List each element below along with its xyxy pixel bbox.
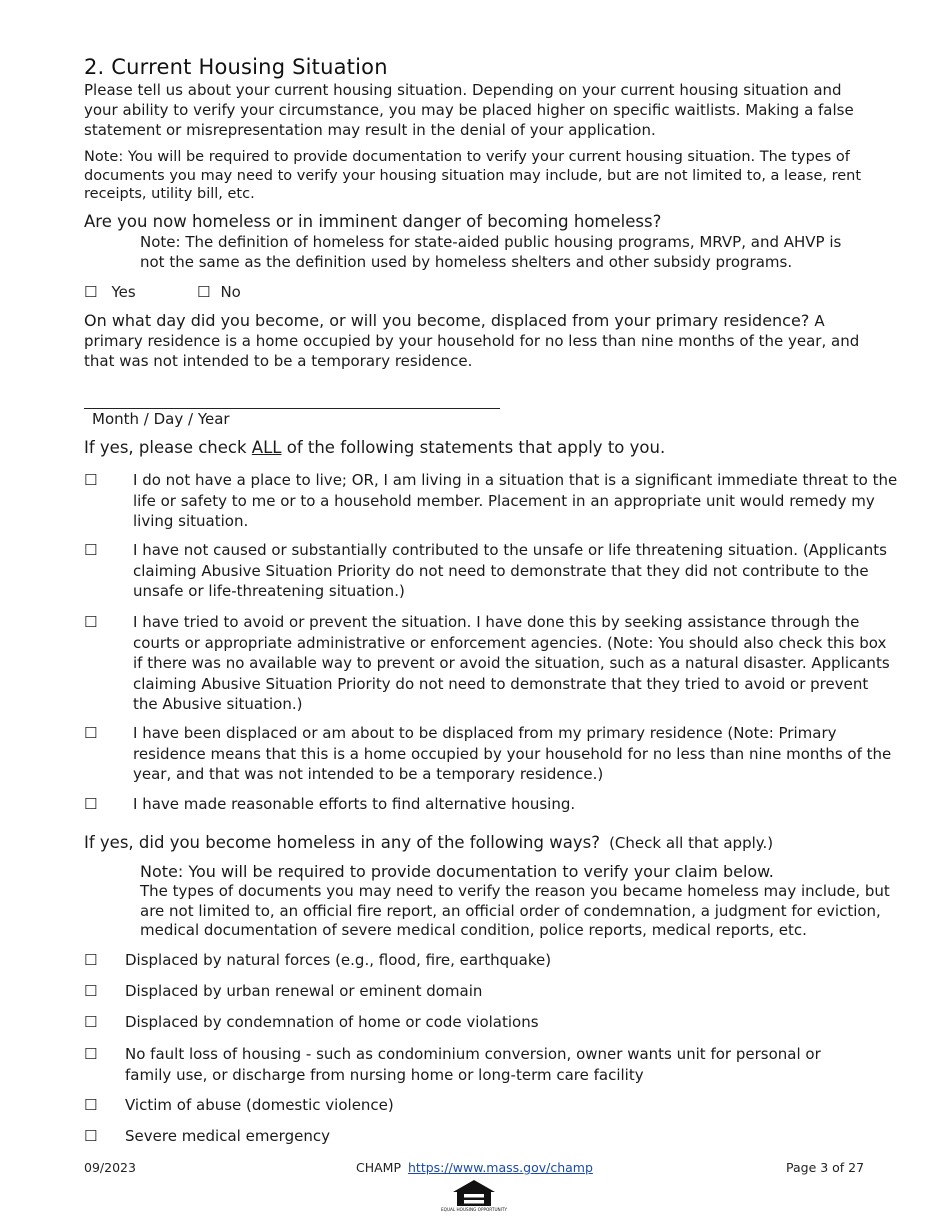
primary-residence-explanation: A primary residence is a home occupied by your household for no less than nine months of the year, and that was not intended to be a temporary residence. [84, 312, 860, 370]
statement-text-1: I do not have a place to live; OR, I am living in a situation that is a significant immediate threat to the life or safety to me or to a household member. Placement in an appropriate unit would remedy my living situation. [133, 471, 898, 530]
ways-question: If yes, did you become homeless in any of the following ways? [84, 833, 600, 852]
ways-note-title: Note: You will be required to provide documentation to verify your claim below. [140, 862, 774, 881]
ways-hint: (Check all that apply.) [609, 834, 774, 852]
no-option[interactable] [197, 282, 241, 302]
statements-lead [84, 438, 665, 457]
way-checkbox-5[interactable]: ☐ [84, 1096, 98, 1114]
way-checkbox-4[interactable]: ☐ [84, 1045, 98, 1063]
statements-lead-all: ALL [251, 438, 282, 457]
statement-checkbox-4[interactable]: ☐ [84, 724, 98, 742]
equal-housing-logo [441, 1178, 507, 1218]
footer-date: 09/2023 [84, 1160, 136, 1175]
homeless-definition-note: Note: The definition of homeless for state-aided public housing programs, MRVP, and AHVP is not the same as the definition used by homeless shelters and other subsidy programs. [140, 233, 842, 271]
footer-champ-link[interactable]: https://www.mass.gov/champ [408, 1160, 593, 1175]
statement-checkbox-1[interactable]: ☐ [84, 471, 98, 489]
yes-option[interactable] [84, 282, 136, 302]
yes-label: Yes [111, 283, 136, 301]
statement-text-5: I have made reasonable efforts to find alternative housing. [133, 795, 576, 813]
ways-note-body: The types of documents you may need to verify the reason you became homeless may include, but are not limited to, an official fire report, an official order of condemnation, a judgment for eviction, medical documentation of severe medical condition, police reports, medical reports, etc. [140, 882, 890, 939]
yes-checkbox[interactable]: ☐ [84, 283, 98, 301]
homeless-question: Are you now homeless or in imminent danger of becoming homeless? [84, 212, 662, 231]
statement-text-3: I have tried to avoid or prevent the situation. I have done this by seeking assistance through the courts or appropriate administrative or enforcement agencies. (Note: You should also check this box if there was no available way to prevent or avoid the situation, such as a natural disaster. Applicants claiming Abusive Situation Priority do not need to demonstrate that they tried to avoid or prevent the Abusive situation.) [133, 613, 890, 713]
date-question: On what day did you become, or will you become, displaced from your primary residence? [84, 311, 810, 330]
way-text-1: Displaced by natural forces (e.g., flood, fire, earthquake) [125, 951, 552, 969]
documentation-note: Note: You will be required to provide documentation to verify your current housing situation. The types of documents you may need to verify your housing situation may include, but are not limited to, a lease, rent receipts, utility bill, etc. [84, 149, 862, 202]
way-checkbox-2[interactable]: ☐ [84, 982, 98, 1000]
equal-housing-icon [441, 1178, 507, 1218]
no-checkbox[interactable]: ☐ [197, 283, 211, 301]
logo-text: EQUAL HOUSING OPPORTUNITY [441, 1207, 507, 1212]
statement-checkbox-3[interactable]: ☐ [84, 613, 98, 631]
section-intro: Please tell us about your current housing situation. Depending on your current housing situation and your ability to verify your circumstance, you may be placed higher on specific waitlists. Making a false statement or misrepresentation may result in the denial of your application. [84, 81, 854, 139]
way-text-4: No fault loss of housing - such as condominium conversion, owner wants unit for personal or family use, or discharge from nursing home or long-term care facility [125, 1045, 821, 1084]
section-title: 2. Current Housing Situation [84, 55, 388, 79]
way-text-6: Severe medical emergency [125, 1127, 330, 1145]
statements-lead-c: of the following statements that apply to you. [281, 438, 666, 457]
way-checkbox-3[interactable]: ☐ [84, 1013, 98, 1031]
footer-page-number: Page 3 of 27 [786, 1160, 865, 1175]
date-field-label: Month / Day / Year [92, 410, 230, 428]
date-question-block [84, 311, 874, 371]
way-checkbox-1[interactable]: ☐ [84, 951, 98, 969]
way-text-5: Victim of abuse (domestic violence) [125, 1096, 394, 1114]
no-label: No [220, 283, 241, 301]
way-text-3: Displaced by condemnation of home or code violations [125, 1013, 539, 1031]
ways-question-block [84, 833, 773, 852]
way-checkbox-6[interactable]: ☐ [84, 1127, 98, 1145]
statement-text-2: I have not caused or substantially contributed to the unsafe or life threatening situation. (Applicants claiming Abusive Situation Priority do not need to demonstrate that they did not contribute to the unsafe or life-threatening situation.) [133, 541, 887, 600]
statement-checkbox-2[interactable]: ☐ [84, 541, 98, 559]
footer-org: CHAMP [356, 1160, 402, 1175]
date-input-line[interactable] [84, 408, 500, 409]
statements-lead-a: If yes, please check [84, 438, 252, 457]
statement-text-4: I have been displaced or am about to be displaced from my primary residence (Note: Primary residence means that this is a home occupied by your household for no less than nine months of the year, and that was not intended to be a temporary residence.) [133, 724, 892, 783]
statement-checkbox-5[interactable]: ☐ [84, 795, 98, 813]
way-text-2: Displaced by urban renewal or eminent domain [125, 982, 483, 1000]
footer-center [356, 1160, 593, 1175]
